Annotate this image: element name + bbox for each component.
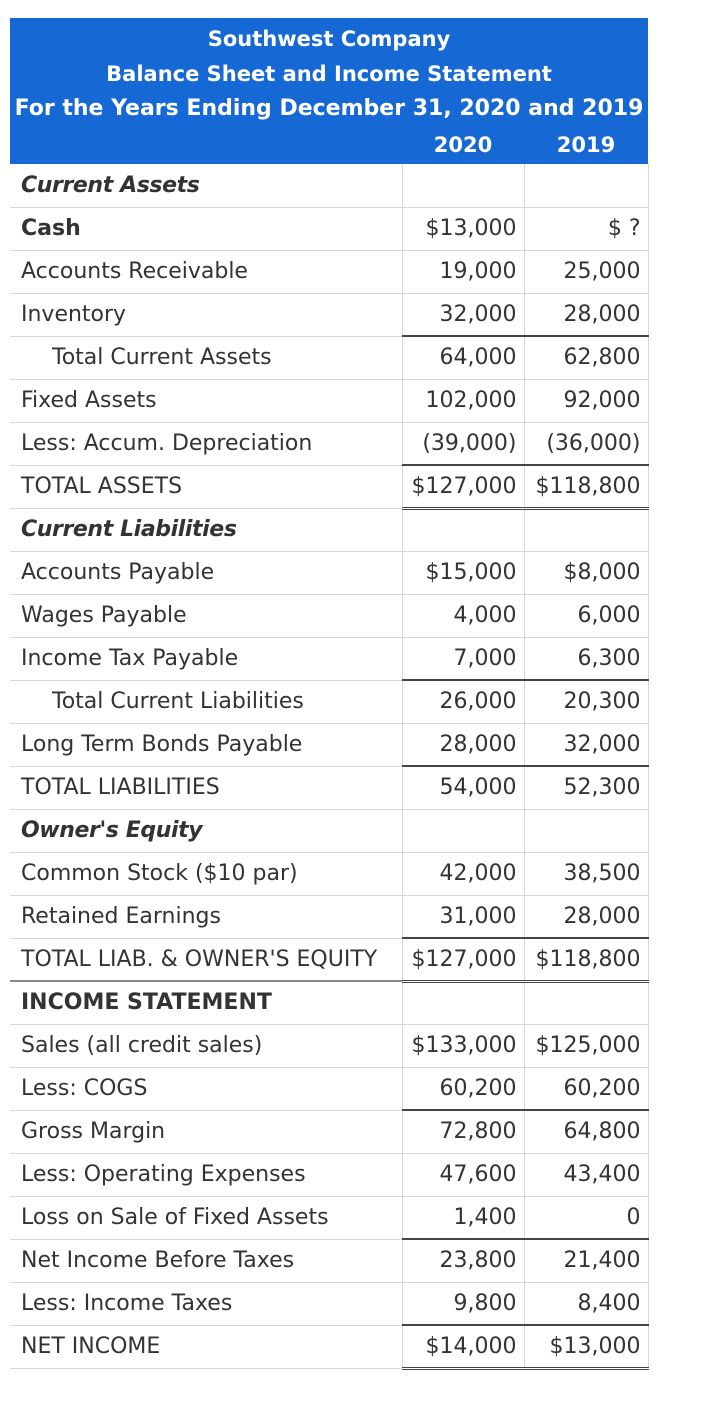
value-2019: 43,400 — [524, 1153, 648, 1196]
row-label: Gross Margin — [10, 1110, 402, 1153]
table-row — [10, 422, 648, 465]
value-2020: $127,000 — [402, 465, 524, 508]
value-2019 — [524, 508, 648, 551]
value-2019: 28,000 — [524, 293, 648, 336]
value-2020: $13,000 — [402, 207, 524, 250]
value-2020: 7,000 — [402, 637, 524, 680]
value-2019: 25,000 — [524, 250, 648, 293]
value-2020 — [402, 164, 524, 207]
value-2019: $ ? — [524, 207, 648, 250]
value-2020: 54,000 — [402, 766, 524, 809]
table-row — [10, 981, 648, 1024]
table-row — [10, 594, 648, 637]
value-2020: 9,800 — [402, 1282, 524, 1325]
value-2020 — [402, 809, 524, 852]
value-2020: 4,000 — [402, 594, 524, 637]
row-label: Accounts Receivable — [10, 250, 402, 293]
table-row — [10, 379, 648, 422]
row-label: Wages Payable — [10, 594, 402, 637]
row-label: Long Term Bonds Payable — [10, 723, 402, 766]
table-row — [10, 852, 648, 895]
value-2019: 21,400 — [524, 1239, 648, 1282]
value-2019: $118,800 — [524, 938, 648, 981]
table-row — [10, 293, 648, 336]
value-2019: 92,000 — [524, 379, 648, 422]
value-2020: $127,000 — [402, 938, 524, 981]
row-label: Total Current Assets — [10, 336, 402, 379]
table-row — [10, 680, 648, 723]
table-row — [10, 250, 648, 293]
row-label: Accounts Payable — [10, 551, 402, 594]
table-row — [10, 551, 648, 594]
value-2020: 102,000 — [402, 379, 524, 422]
row-label: Sales (all credit sales) — [10, 1024, 402, 1067]
value-2019: 64,800 — [524, 1110, 648, 1153]
company-name: Southwest Company — [207, 27, 451, 51]
row-label: Income Tax Payable — [10, 637, 402, 680]
table-row — [10, 1153, 648, 1196]
value-2019: 32,000 — [524, 723, 648, 766]
value-2019: 52,300 — [524, 766, 648, 809]
row-label: Net Income Before Taxes — [10, 1239, 402, 1282]
value-2019 — [524, 809, 648, 852]
table-row — [10, 1024, 648, 1067]
value-2019 — [524, 981, 648, 1024]
value-2020 — [402, 508, 524, 551]
value-2019: 20,300 — [524, 680, 648, 723]
value-2019: $125,000 — [524, 1024, 648, 1067]
row-label: Inventory — [10, 293, 402, 336]
value-2019: $13,000 — [524, 1325, 648, 1368]
value-2019: $118,800 — [524, 465, 648, 508]
row-label: Cash — [10, 207, 402, 250]
row-label: Retained Earnings — [10, 895, 402, 938]
statement-subtitle: Balance Sheet and Income Statement — [106, 62, 552, 86]
value-2019 — [524, 164, 648, 207]
table-row — [10, 637, 648, 680]
table-row — [10, 207, 648, 250]
table-row — [10, 1282, 648, 1325]
row-label: Less: Income Taxes — [10, 1282, 402, 1325]
value-2019: $8,000 — [524, 551, 648, 594]
table-row — [10, 938, 648, 981]
row-label: Current Liabilities — [10, 508, 402, 551]
row-label: NET INCOME — [10, 1325, 402, 1368]
value-2019: 62,800 — [524, 336, 648, 379]
row-label: Less: Accum. Depreciation — [10, 422, 402, 465]
table-row — [10, 336, 648, 379]
value-2019: 60,200 — [524, 1067, 648, 1110]
table-row — [10, 1067, 648, 1110]
value-2019: 0 — [524, 1196, 648, 1239]
statement-header — [10, 18, 648, 164]
value-2020: $133,000 — [402, 1024, 524, 1067]
value-2020: 19,000 — [402, 250, 524, 293]
value-2019: 38,500 — [524, 852, 648, 895]
year-2019-header: 2019 — [556, 133, 616, 157]
table-row — [10, 465, 648, 508]
row-label: Less: Operating Expenses — [10, 1153, 402, 1196]
value-2020: 28,000 — [402, 723, 524, 766]
value-2020: 42,000 — [402, 852, 524, 895]
value-2020: 60,200 — [402, 1067, 524, 1110]
value-2019: 6,300 — [524, 637, 648, 680]
row-label: TOTAL ASSETS — [10, 465, 402, 508]
row-label: Current Assets — [10, 164, 402, 207]
value-2020: 47,600 — [402, 1153, 524, 1196]
value-2019: 8,400 — [524, 1282, 648, 1325]
row-label: TOTAL LIABILITIES — [10, 766, 402, 809]
table-row — [10, 1325, 648, 1368]
table-row — [10, 895, 648, 938]
financial-statement — [10, 18, 648, 1370]
value-2020: 32,000 — [402, 293, 524, 336]
table-row — [10, 508, 648, 551]
row-label: TOTAL LIAB. & OWNER'S EQUITY — [10, 938, 402, 981]
row-label: Common Stock ($10 par) — [10, 852, 402, 895]
value-2020: 26,000 — [402, 680, 524, 723]
row-label: Less: COGS — [10, 1067, 402, 1110]
value-2020: 1,400 — [402, 1196, 524, 1239]
row-label: Loss on Sale of Fixed Assets — [10, 1196, 402, 1239]
value-2020: (39,000) — [402, 422, 524, 465]
table-row — [10, 164, 648, 207]
table-row — [10, 723, 648, 766]
statement-period: For the Years Ending December 31, 2020 and 2019 — [14, 96, 644, 121]
row-label: Total Current Liabilities — [10, 680, 402, 723]
value-2019: (36,000) — [524, 422, 648, 465]
value-2020: 72,800 — [402, 1110, 524, 1153]
value-2019: 6,000 — [524, 594, 648, 637]
row-label: Fixed Assets — [10, 379, 402, 422]
table-row — [10, 809, 648, 852]
value-2019: 28,000 — [524, 895, 648, 938]
table-row — [10, 1110, 648, 1153]
value-2020: $14,000 — [402, 1325, 524, 1368]
value-2020: 64,000 — [402, 336, 524, 379]
row-label: INCOME STATEMENT — [10, 981, 402, 1024]
table-row — [10, 1239, 648, 1282]
value-2020 — [402, 981, 524, 1024]
row-label: Owner's Equity — [10, 809, 402, 852]
value-2020: 31,000 — [402, 895, 524, 938]
year-2020-header: 2020 — [433, 133, 493, 157]
table-row — [10, 1196, 648, 1239]
table-row — [10, 766, 648, 809]
statement-table — [10, 164, 649, 1370]
value-2020: 23,800 — [402, 1239, 524, 1282]
value-2020: $15,000 — [402, 551, 524, 594]
